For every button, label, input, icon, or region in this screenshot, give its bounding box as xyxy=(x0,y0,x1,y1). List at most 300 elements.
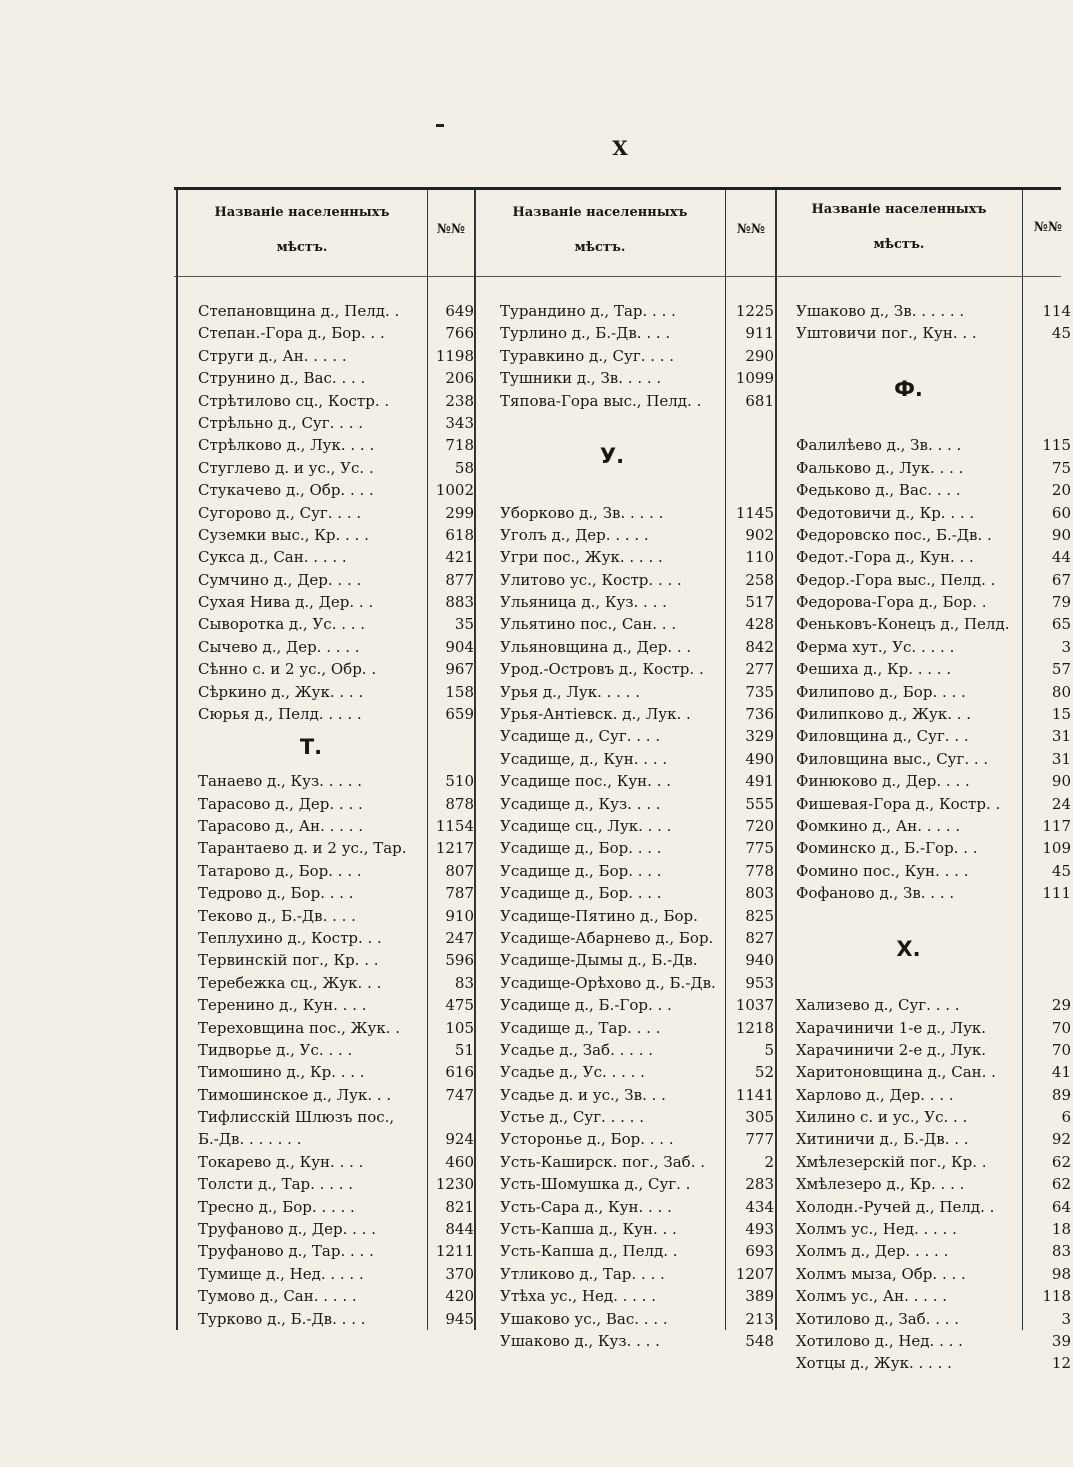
place-name: Урья д., Лук. . . . . xyxy=(500,682,641,701)
list-item xyxy=(796,1061,1071,1083)
list-item xyxy=(500,390,776,412)
place-number: 115 xyxy=(1042,436,1071,455)
place-name: Степановщина д., Пелд. . xyxy=(198,302,400,320)
place-number: 238 xyxy=(445,391,474,410)
place-name: Тяпова-Гора выс., Пелд. . xyxy=(500,391,702,410)
place-number: 1217 xyxy=(435,839,474,858)
place-number: 945 xyxy=(445,1309,474,1328)
place-number: 370 xyxy=(445,1264,474,1283)
place-name: Холмъ д., Дер. . . . . xyxy=(796,1242,949,1261)
place-number: 491 xyxy=(745,772,774,791)
header-name-col-1: Названіе населенныхъ мѣстъ. xyxy=(214,205,390,255)
list-item xyxy=(198,1061,476,1083)
place-number: 1145 xyxy=(735,503,774,522)
place-name: Улитово ус., Костр. . . . xyxy=(500,570,682,589)
list-item xyxy=(796,524,1071,546)
place-name: Урод.-Островъ д., Костр. . xyxy=(500,660,704,679)
place-number: 111 xyxy=(1042,884,1071,903)
list-item xyxy=(796,994,1071,1016)
list-item xyxy=(796,1308,1071,1330)
place-number: 20 xyxy=(1051,481,1071,500)
place-number: 299 xyxy=(445,503,474,522)
spacer xyxy=(796,345,1061,367)
place-name: Усадище-Пятино д., Бор. xyxy=(500,906,698,925)
list-item xyxy=(796,300,1071,322)
list-item xyxy=(198,524,476,546)
place-number: 62 xyxy=(1051,1175,1071,1194)
place-name: Хмѣлезеро д., Кр. . . . xyxy=(796,1175,965,1194)
table-left-border xyxy=(176,190,178,1330)
place-name: Сычево д., Дер. . . . . xyxy=(198,637,360,656)
place-number: 90 xyxy=(1051,525,1071,544)
list-item xyxy=(796,837,1071,859)
list-item xyxy=(500,613,776,635)
list-item xyxy=(500,1330,776,1352)
place-name: Степан.-Гора д., Бор. . . xyxy=(198,324,385,343)
place-name: Усадище д., Бор. . . . xyxy=(500,839,662,858)
list-item xyxy=(198,949,476,971)
place-name: Усадище д., Бор. . . . xyxy=(500,884,662,903)
place-number: 1230 xyxy=(435,1175,474,1194)
section-letter: Х. xyxy=(896,936,921,961)
spacer xyxy=(500,412,776,434)
list-item xyxy=(500,748,776,770)
place-number: 29 xyxy=(1051,996,1071,1015)
list-item xyxy=(500,793,776,815)
place-name: Тидворье д., Ус. . . . xyxy=(198,1040,353,1059)
place-name: Труфаново д., Тар. . . . xyxy=(198,1242,374,1261)
list-item xyxy=(198,367,476,389)
list-item xyxy=(500,1173,776,1195)
place-number: 83 xyxy=(454,973,474,992)
place-name: Устье д., Суг. . . . . xyxy=(500,1108,644,1127)
place-name: Сугорово д., Суг. . . . xyxy=(198,503,362,522)
section-letter: Т. xyxy=(299,735,323,760)
place-name: Ульятино пос., Сан. . . xyxy=(500,615,677,634)
spacer xyxy=(500,479,776,501)
place-name: Усть-Шомушка д., Суг. . xyxy=(500,1175,691,1194)
place-number: 80 xyxy=(1051,682,1071,701)
place-name: Утликово д., Тар. . . . xyxy=(500,1264,665,1283)
place-name: Усадище сц., Лук. . . . xyxy=(500,817,672,835)
list-item xyxy=(198,412,476,434)
list-item xyxy=(500,1308,776,1330)
list-item xyxy=(500,546,776,568)
list-item xyxy=(500,322,776,344)
place-number: 428 xyxy=(745,615,774,634)
list-item xyxy=(198,994,476,1016)
table-top-rule xyxy=(174,187,1061,190)
place-number: 493 xyxy=(745,1220,774,1239)
place-name: Усть-Каширск. пог., Заб. . xyxy=(500,1152,705,1171)
place-name: Холмъ ус., Нед. . . . . xyxy=(796,1220,957,1239)
place-name: Фомкино д., Ан. . . . . xyxy=(796,817,961,835)
place-number: 1002 xyxy=(435,481,474,500)
list-item xyxy=(500,502,776,524)
list-item xyxy=(796,703,1071,725)
place-list-column-1 xyxy=(198,300,476,1330)
list-item xyxy=(796,569,1071,591)
place-name: Усадище д., Бор. . . . xyxy=(500,861,662,880)
place-number: 206 xyxy=(445,369,474,388)
place-number: 5 xyxy=(764,1040,774,1059)
list-item xyxy=(500,1128,776,1150)
place-name: Стрѣлково д., Лук. . . . xyxy=(198,436,375,455)
place-name: Тимошино д., Кр. . . . xyxy=(198,1063,365,1082)
place-name: Усадище, д., Кун. . . . xyxy=(500,749,668,768)
place-number: 39 xyxy=(1051,1332,1071,1350)
place-name: Турандино д., Тар. . . . xyxy=(500,302,676,320)
list-item xyxy=(198,1285,476,1307)
list-item xyxy=(198,905,476,927)
place-name: Стрѣтилово сц., Костр. . xyxy=(198,391,390,410)
place-name: Сухая Нива д., Дер. . . xyxy=(198,593,374,612)
place-number: 693 xyxy=(745,1242,774,1261)
place-number: 110 xyxy=(745,548,774,567)
place-number: 940 xyxy=(745,951,774,970)
place-number: 842 xyxy=(745,637,774,656)
place-name: Федот.-Гора д., Кун. . . xyxy=(796,548,974,567)
place-name: Уголъ д., Дер. . . . . xyxy=(500,525,649,544)
list-item xyxy=(796,1017,1071,1039)
place-name: Урья-Антіевск. д., Лук. . xyxy=(500,705,691,724)
place-number: 70 xyxy=(1051,1018,1071,1037)
place-name: Филовщина выс., Суг. . . xyxy=(796,749,989,768)
place-name: Фалилѣево д., Зв. . . . xyxy=(796,436,962,455)
list-item xyxy=(796,1330,1071,1352)
list-item xyxy=(796,1263,1071,1285)
place-number: 420 xyxy=(445,1287,474,1306)
place-name: Тарантаево д. и 2 ус., Тар. xyxy=(198,839,407,858)
place-name: Татарово д., Бор. . . . xyxy=(198,861,362,880)
place-name: Федьково д., Вас. . . . xyxy=(796,481,961,500)
place-number: 807 xyxy=(445,861,474,880)
list-item xyxy=(198,1240,476,1262)
list-item xyxy=(198,815,476,837)
place-name: Филипково д., Жук. . . xyxy=(796,705,972,724)
place-name: Фишевая-Гора д., Костр. . xyxy=(796,794,1001,813)
place-name: Тумище д., Нед. . . . . xyxy=(198,1264,364,1283)
place-number: 109 xyxy=(1042,839,1071,858)
place-number: 475 xyxy=(445,996,474,1015)
place-number: 821 xyxy=(445,1197,474,1216)
place-name: Тумово д., Сан. . . . . xyxy=(198,1287,357,1306)
list-item xyxy=(198,837,476,859)
place-number: 844 xyxy=(445,1220,474,1239)
place-number: 67 xyxy=(1051,570,1071,589)
header-name-col-2: Названіе населенныхъ мѣстъ. xyxy=(512,205,688,255)
place-number: 114 xyxy=(1042,302,1071,320)
place-name: Ушаково д., Зв. . . . . . xyxy=(796,302,965,320)
place-name: Хотилово д., Заб. . . . xyxy=(796,1309,960,1328)
place-name: Уборково д., Зв. . . . . xyxy=(500,503,664,522)
place-number: 1211 xyxy=(435,1242,474,1261)
place-number: 64 xyxy=(1051,1197,1071,1216)
place-number: 15 xyxy=(1051,705,1071,724)
list-item xyxy=(500,1240,776,1262)
list-item xyxy=(198,1263,476,1285)
place-name: Хализево д., Суг. . . . xyxy=(796,996,960,1015)
place-number: 421 xyxy=(445,548,474,567)
place-name: Усадье д. и ус., Зв. . . xyxy=(500,1085,666,1104)
list-item xyxy=(500,725,776,747)
list-item xyxy=(198,636,476,658)
list-item xyxy=(500,1263,776,1285)
list-item xyxy=(500,1151,776,1173)
place-number: 596 xyxy=(445,951,474,970)
place-number: 902 xyxy=(745,525,774,544)
place-number: 736 xyxy=(745,705,774,724)
list-item xyxy=(500,882,776,904)
place-number: 290 xyxy=(745,346,774,365)
place-name: Ферма хут., Ус. . . . . xyxy=(796,637,955,656)
list-item xyxy=(796,1196,1071,1218)
place-number: 92 xyxy=(1051,1130,1071,1149)
place-number: 825 xyxy=(745,906,774,925)
place-number: 924 xyxy=(445,1130,474,1149)
place-name: Хмѣлезерскій пог., Кр. . xyxy=(796,1152,987,1171)
place-name: Харитоновщина д., Сан. . xyxy=(796,1063,996,1082)
place-name: Турково д., Б.-Дв. . . . xyxy=(198,1309,366,1328)
list-item xyxy=(198,1084,476,1106)
list-item xyxy=(198,1128,476,1150)
place-name: Тарасово д., Ан. . . . . xyxy=(198,817,363,835)
place-number: 18 xyxy=(1051,1220,1071,1239)
place-name: Туравкино д., Суг. . . . xyxy=(500,346,675,365)
place-number: 44 xyxy=(1051,548,1071,567)
place-name: Харачиничи 1-е д., Лук. xyxy=(796,1018,987,1037)
place-number: 1154 xyxy=(435,817,474,835)
place-name: Стукачево д., Обр. . . . xyxy=(198,481,374,500)
place-number: 389 xyxy=(745,1287,774,1306)
place-number: 83 xyxy=(1051,1242,1071,1261)
place-number: 31 xyxy=(1051,727,1071,746)
list-item xyxy=(796,502,1071,524)
list-item xyxy=(198,860,476,882)
place-number: 343 xyxy=(445,413,474,432)
place-number: 747 xyxy=(445,1085,474,1104)
place-name: Танаево д., Куз. . . . . xyxy=(198,772,363,791)
list-item xyxy=(500,681,776,703)
place-name: Хотцы д., Жук. . . . . xyxy=(796,1354,952,1373)
place-number: 953 xyxy=(745,973,774,992)
list-item xyxy=(198,793,476,815)
place-name: Фешиха д., Кр. . . . . xyxy=(796,660,952,679)
list-item xyxy=(796,322,1071,344)
place-number: 45 xyxy=(1051,861,1071,880)
list-item xyxy=(796,546,1071,568)
header-name-col-3: Названіе населенныхъ мѣстъ. xyxy=(811,202,987,252)
list-item xyxy=(500,905,776,927)
place-number: 904 xyxy=(445,637,474,656)
list-item xyxy=(198,434,476,456)
list-item xyxy=(198,681,476,703)
list-item xyxy=(198,546,476,568)
list-item xyxy=(796,434,1071,456)
list-item xyxy=(500,994,776,1016)
place-name: Усадье д., Ус. . . . . xyxy=(500,1063,645,1082)
spacer xyxy=(796,972,1061,994)
place-number: 878 xyxy=(445,794,474,813)
place-name: Филипово д., Бор. . . . xyxy=(796,682,966,701)
section-letter: У. xyxy=(599,444,625,469)
place-name: Усть-Капша д., Пелд. . xyxy=(500,1242,678,1261)
place-number: 1141 xyxy=(735,1085,774,1104)
place-number: 277 xyxy=(745,660,774,679)
place-number: 57 xyxy=(1051,660,1071,679)
place-number: 31 xyxy=(1051,749,1071,768)
list-item xyxy=(500,703,776,725)
place-number: 718 xyxy=(445,436,474,455)
place-number: 45 xyxy=(1051,324,1071,343)
place-name: Федотовичи д., Кр. . . . xyxy=(796,503,975,522)
place-number: 12 xyxy=(1051,1354,1071,1373)
list-item xyxy=(500,1106,776,1128)
place-name: Усторонье д., Бор. . . . xyxy=(500,1130,674,1149)
place-name: Усадище д., Куз. . . . xyxy=(500,794,661,813)
place-number: 616 xyxy=(445,1063,474,1082)
list-item xyxy=(198,502,476,524)
place-number: 967 xyxy=(445,660,474,679)
list-item xyxy=(796,1285,1071,1307)
list-item xyxy=(796,613,1071,635)
place-name: Уштовичи пог., Кун. . . xyxy=(796,324,977,343)
place-number: 41 xyxy=(1051,1063,1071,1082)
list-item xyxy=(198,300,476,322)
place-number: 803 xyxy=(745,884,774,903)
list-item xyxy=(500,1285,776,1307)
place-number: 510 xyxy=(445,772,474,791)
place-number: 247 xyxy=(445,928,474,947)
place-name: Федорова-Гора д., Бор. . xyxy=(796,593,987,612)
list-item xyxy=(796,591,1071,613)
place-number: 62 xyxy=(1051,1152,1071,1171)
place-name: Сюрья д., Пелд. . . . . xyxy=(198,705,362,724)
place-name: Фомино пос., Кун. . . . xyxy=(796,861,969,880)
place-number: 118 xyxy=(1042,1287,1071,1306)
section-letter: Ф. xyxy=(894,377,923,402)
list-item xyxy=(500,927,776,949)
place-number: 777 xyxy=(745,1130,774,1149)
place-name: Теребежка сц., Жук. . . xyxy=(198,973,382,992)
place-name: Толсти д., Тар. . . . . xyxy=(198,1175,354,1194)
place-number: 283 xyxy=(745,1175,774,1194)
list-item xyxy=(198,322,476,344)
list-item xyxy=(500,591,776,613)
place-number: 105 xyxy=(445,1018,474,1037)
place-name: Усадище-Орѣхово д., Б.-Дв. xyxy=(500,973,716,992)
place-name: Тресно д., Бор. . . . . xyxy=(198,1197,355,1216)
list-item xyxy=(796,1151,1071,1173)
list-item xyxy=(500,345,776,367)
place-name: Усадище пос., Кун. . . xyxy=(500,772,672,791)
place-number: 79 xyxy=(1051,593,1071,612)
list-item xyxy=(500,1084,776,1106)
place-number: 158 xyxy=(445,682,474,701)
place-number: 1198 xyxy=(435,346,474,365)
list-item xyxy=(796,636,1071,658)
place-name: Тервинскій пог., Кр. . . xyxy=(198,951,379,970)
place-number: 1218 xyxy=(735,1018,774,1037)
place-name: Утѣха ус., Нед. . . . . xyxy=(500,1287,656,1306)
place-name: Харачиничи 2-е д., Лук. xyxy=(796,1040,987,1059)
list-item xyxy=(198,345,476,367)
list-item xyxy=(796,860,1071,882)
list-item xyxy=(500,949,776,971)
place-number: 548 xyxy=(745,1331,774,1350)
place-name: Сѣркино д., Жук. . . . xyxy=(198,682,364,701)
place-number: 460 xyxy=(445,1152,474,1171)
list-item xyxy=(796,479,1071,501)
place-name: Струги д., Ан. . . . . xyxy=(198,346,347,365)
list-item xyxy=(500,569,776,591)
place-number: 1099 xyxy=(735,369,774,388)
place-number: 117 xyxy=(1042,817,1071,835)
place-number: 52 xyxy=(754,1063,774,1082)
list-item xyxy=(198,1106,476,1128)
list-item xyxy=(500,524,776,546)
place-number: 787 xyxy=(445,884,474,903)
place-number: 649 xyxy=(445,302,474,320)
place-number: 735 xyxy=(745,682,774,701)
place-name: Ушаково ус., Вас. . . . xyxy=(500,1309,668,1328)
page-number: X xyxy=(612,136,628,160)
place-name: Холмъ ус., Ан. . . . . xyxy=(796,1287,948,1306)
place-name: Турлино д., Б.-Дв. . . . xyxy=(500,324,671,343)
list-item xyxy=(796,658,1071,680)
place-name: Феньковъ-Конецъ д., Пелд. xyxy=(796,615,1010,634)
place-name: Тарасово д., Дер. . . . xyxy=(198,794,363,813)
place-list-column-3 xyxy=(796,300,1071,1375)
place-name: Тимошинское д., Лук. . . xyxy=(198,1085,392,1104)
list-item xyxy=(500,815,776,837)
place-number: 6 xyxy=(1061,1108,1071,1127)
place-name: Ульяница д., Куз. . . . xyxy=(500,593,667,612)
table-header-rule xyxy=(174,276,1061,277)
place-name: Хотилово д., Нед. . . . xyxy=(796,1332,963,1350)
list-item xyxy=(198,703,476,725)
place-name: Усть-Капша д., Кун. . . xyxy=(500,1220,677,1239)
place-name: Б.-Дв. . . . . . . xyxy=(198,1130,302,1149)
place-name: Усадище-Дымы д., Б.-Дв. xyxy=(500,951,698,970)
list-item xyxy=(796,681,1071,703)
place-name: Угри пос., Жук. . . . . xyxy=(500,548,663,567)
place-name: Труфаново д., Дер. . . . xyxy=(198,1220,376,1239)
place-name: Хилино с. и ус., Ус. . . xyxy=(796,1108,968,1127)
place-number: 910 xyxy=(445,906,474,925)
spacer xyxy=(796,412,1061,434)
place-number: 827 xyxy=(745,928,774,947)
place-name: Токарево д., Кун. . . . xyxy=(198,1152,364,1171)
list-item xyxy=(198,457,476,479)
place-number: 24 xyxy=(1051,794,1071,813)
place-number: 58 xyxy=(454,458,474,477)
place-name: Теренино д., Кун. . . . xyxy=(198,996,367,1015)
list-item xyxy=(198,1039,476,1061)
list-item xyxy=(500,300,776,322)
place-number: 778 xyxy=(745,861,774,880)
list-item xyxy=(796,748,1071,770)
place-name: Ульяновщина д., Дер. . . xyxy=(500,637,692,656)
place-name: Тереховщина пос., Жук. . xyxy=(198,1018,401,1037)
place-name: Сѣнно с. и 2 ус., Обр. . xyxy=(198,660,377,679)
place-name: Усть-Сара д., Кун. . . . xyxy=(500,1197,672,1216)
list-item xyxy=(198,927,476,949)
place-number: 70 xyxy=(1051,1040,1071,1059)
place-number: 720 xyxy=(745,817,774,835)
place-number: 75 xyxy=(1051,458,1071,477)
place-name: Фоминско д., Б.-Гор. . . xyxy=(796,839,978,858)
